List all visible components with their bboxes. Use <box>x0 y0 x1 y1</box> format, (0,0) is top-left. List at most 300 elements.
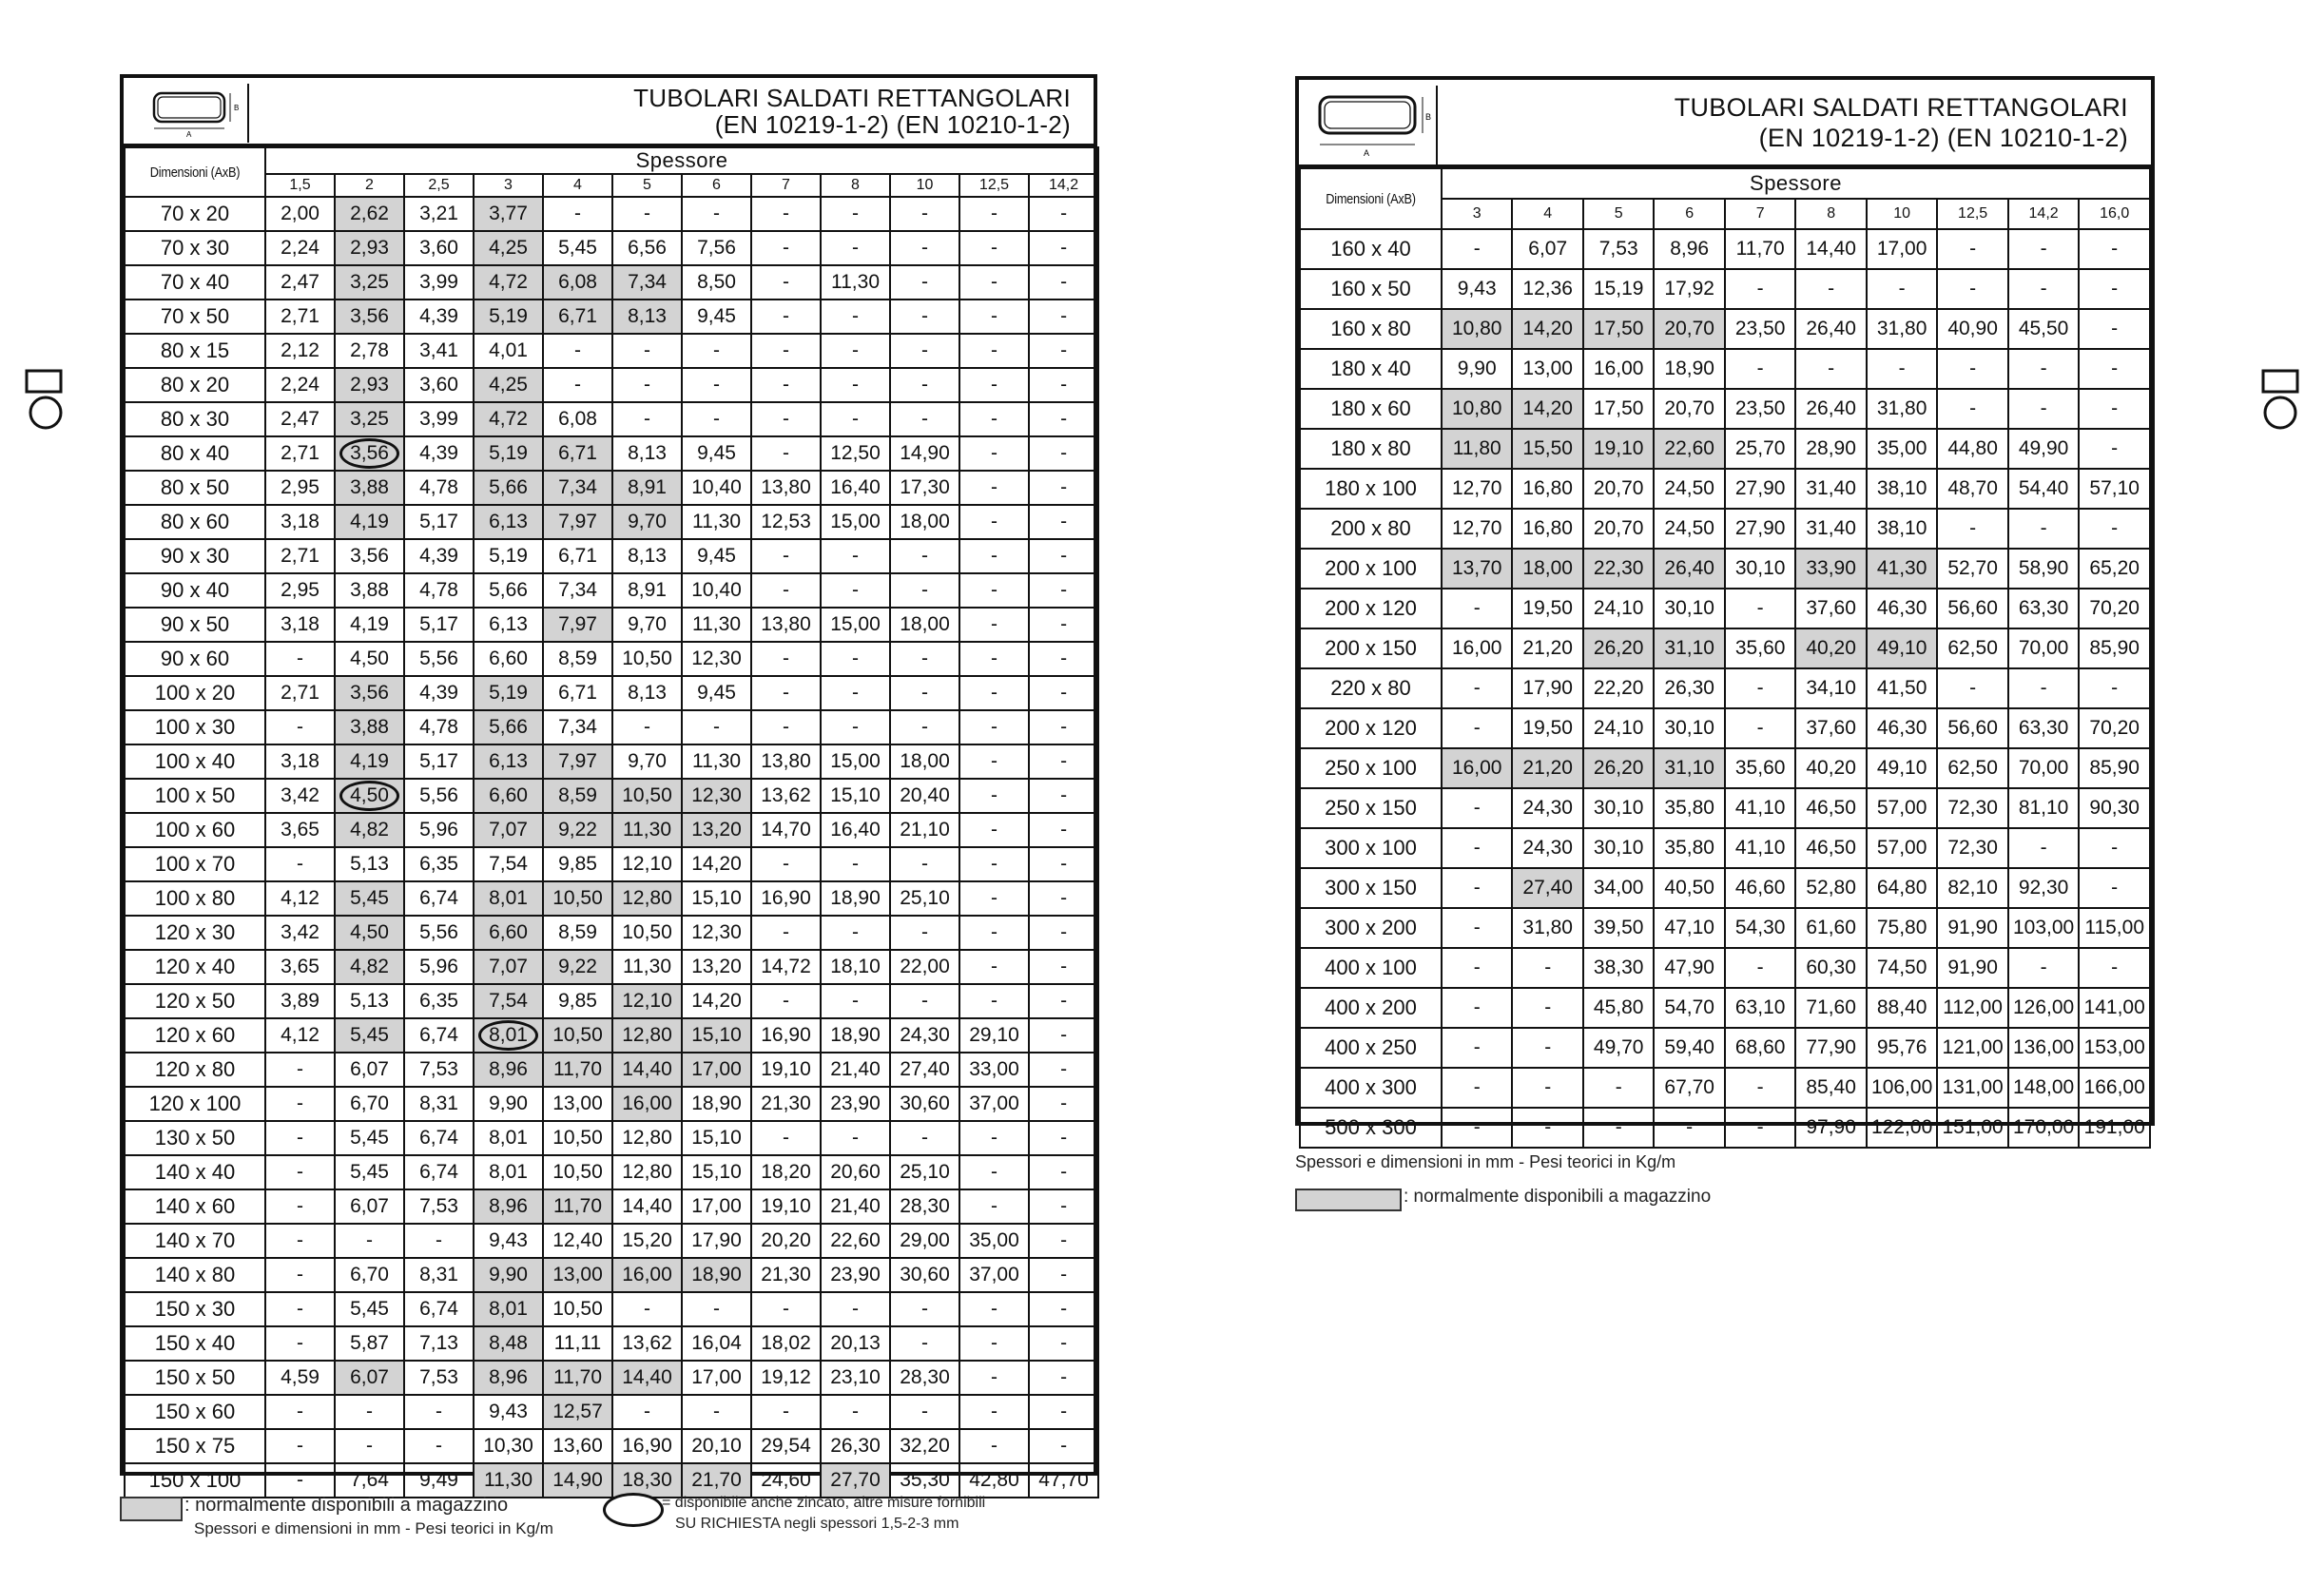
weight-cell: 17,50 <box>1583 389 1654 429</box>
table-row <box>125 608 1098 642</box>
weight-cell: 18,02 <box>751 1326 821 1361</box>
stock-weight-cell: 13,70 <box>1442 549 1512 589</box>
weight-cell: 2,12 <box>265 334 335 368</box>
weight-cell: - <box>1725 1068 1795 1108</box>
weight-cell: 19,12 <box>751 1361 821 1395</box>
weight-cell: 18,90 <box>682 1087 751 1121</box>
weight-cell: - <box>1029 710 1098 744</box>
stock-weight-cell: 2,93 <box>335 231 404 265</box>
weight-cell: - <box>821 1395 890 1429</box>
weight-cell: - <box>2079 269 2150 309</box>
weight-cell: 12,70 <box>1442 509 1512 549</box>
table-row <box>1300 788 2150 828</box>
weight-cell: 20,70 <box>1654 389 1724 429</box>
stock-weight-cell: 3,25 <box>335 265 404 300</box>
thickness-header: 14,2 <box>2008 199 2079 229</box>
weight-cell: 191,00 <box>2079 1108 2150 1148</box>
left-legend-units-text: Spessori e dimensioni in mm - Pesi teorici in Kg/m <box>194 1519 553 1537</box>
stock-weight-cell: 9,90 <box>474 1258 543 1292</box>
weight-cell: - <box>1442 1068 1512 1108</box>
weight-cell: 11,30 <box>682 505 751 539</box>
weight-cell: 18,20 <box>751 1155 821 1189</box>
stock-weight-cell: 3,25 <box>335 402 404 436</box>
weight-cell: 166,00 <box>2079 1068 2150 1108</box>
weight-cell: - <box>959 1292 1029 1326</box>
weight-cell: 46,30 <box>1867 708 1937 748</box>
weight-cell: 10,30 <box>474 1429 543 1463</box>
weight-cell: 17,00 <box>682 1189 751 1224</box>
weight-cell: 67,70 <box>1654 1068 1724 1108</box>
table-row <box>125 334 1098 368</box>
weight-cell: 2,47 <box>265 402 335 436</box>
weight-cell: - <box>890 1292 959 1326</box>
weight-cell: 9,85 <box>543 984 612 1018</box>
weight-cell: - <box>890 847 959 881</box>
weight-cell: - <box>751 368 821 402</box>
weight-cell: 7,53 <box>1583 229 1654 269</box>
dimension-cell: 80 x 20 <box>125 368 265 402</box>
weight-cell: - <box>1029 1053 1098 1087</box>
weight-cell: 151,00 <box>1937 1108 2007 1148</box>
weight-cell: 7,13 <box>404 1326 474 1361</box>
weight-cell: 16,00 <box>1583 349 1654 389</box>
stock-weight-cell: 3,88 <box>335 710 404 744</box>
weight-cell: 54,70 <box>1654 988 1724 1028</box>
table-row <box>125 471 1098 505</box>
table-row <box>125 300 1098 334</box>
weight-cell: - <box>1442 1108 1512 1148</box>
weight-cell: - <box>265 1326 335 1361</box>
weight-cell: 74,50 <box>1867 948 1937 988</box>
weight-cell: - <box>959 300 1029 334</box>
weight-cell: 24,30 <box>1512 828 1582 868</box>
weight-cell: 2,71 <box>265 676 335 710</box>
rectangular-tube-profile-icon <box>131 84 249 143</box>
table-row <box>125 642 1098 676</box>
weight-cell: 11,30 <box>682 744 751 779</box>
weight-cell: 81,10 <box>2008 788 2079 828</box>
weight-cell: 4,59 <box>265 1361 335 1395</box>
weight-cell: - <box>1029 539 1098 573</box>
stock-weight-cell: 6,13 <box>474 505 543 539</box>
weight-cell: 18,90 <box>1654 349 1724 389</box>
weight-cell: 23,90 <box>821 1087 890 1121</box>
weight-cell: - <box>959 1155 1029 1189</box>
weight-cell: 35,60 <box>1725 748 1795 788</box>
thickness-header: 2,5 <box>404 174 474 197</box>
dimension-cell: 100 x 40 <box>125 744 265 779</box>
table-row <box>125 950 1098 984</box>
weight-cell: - <box>751 1121 821 1155</box>
zinc-oval-mark: 8,01 <box>478 1020 538 1051</box>
weight-cell: 6,71 <box>543 676 612 710</box>
weight-cell: 64,80 <box>1867 868 1937 908</box>
table-row <box>125 847 1098 881</box>
weight-cell: 13,00 <box>543 1087 612 1121</box>
weight-cell: 4,39 <box>404 676 474 710</box>
weight-cell: 6,74 <box>404 1121 474 1155</box>
dimension-cell: 70 x 50 <box>125 300 265 334</box>
weight-cell: 11,30 <box>682 608 751 642</box>
weight-cell: 5,13 <box>335 984 404 1018</box>
weight-cell: 3,18 <box>265 505 335 539</box>
weight-cell: - <box>959 505 1029 539</box>
stock-weight-cell: 6,60 <box>474 916 543 950</box>
weight-cell: - <box>265 1053 335 1087</box>
weight-cell: - <box>1937 349 2007 389</box>
weight-cell: 16,90 <box>751 1018 821 1053</box>
dimension-cell: 180 x 40 <box>1300 349 1442 389</box>
weight-cell: 95,76 <box>1867 1028 1937 1068</box>
weight-cell: - <box>2079 429 2150 469</box>
weight-cell: - <box>959 368 1029 402</box>
stock-weight-cell: 7,07 <box>474 813 543 847</box>
weight-cell: 75,80 <box>1867 908 1937 948</box>
weight-cell: - <box>959 1395 1029 1429</box>
weight-cell: - <box>751 436 821 471</box>
svg-text:B: B <box>234 104 240 112</box>
weight-cell: 17,90 <box>682 1224 751 1258</box>
weight-cell: - <box>612 334 682 368</box>
dimension-cell: 140 x 70 <box>125 1224 265 1258</box>
table-row <box>125 436 1098 471</box>
weight-cell: - <box>1029 676 1098 710</box>
stock-weight-cell: 12,10 <box>612 984 682 1018</box>
thickness-header: 16,0 <box>2079 199 2150 229</box>
svg-text:A: A <box>1364 148 1370 158</box>
stock-weight-cell: 8,01 <box>474 1292 543 1326</box>
weight-cell: 18,00 <box>890 744 959 779</box>
weight-cell: 5,45 <box>335 1155 404 1189</box>
stock-weight-cell: 6,60 <box>474 779 543 813</box>
weight-cell: 141,00 <box>2079 988 2150 1028</box>
table-row <box>1300 828 2150 868</box>
weight-cell: 24,60 <box>751 1463 821 1498</box>
weight-cell: 21,30 <box>751 1087 821 1121</box>
weight-cell: 72,30 <box>1937 828 2007 868</box>
stock-weight-cell: 5,66 <box>474 471 543 505</box>
weight-cell: - <box>821 197 890 231</box>
thickness-header: 10 <box>890 174 959 197</box>
weight-cell: 42,80 <box>959 1463 1029 1498</box>
weight-cell: 4,12 <box>265 881 335 916</box>
stock-weight-cell: 5,66 <box>474 710 543 744</box>
table-row <box>1300 469 2150 509</box>
dimension-cell: 80 x 15 <box>125 334 265 368</box>
weight-cell: 20,40 <box>890 779 959 813</box>
weight-cell: 68,60 <box>1725 1028 1795 1068</box>
thickness-header: 2 <box>335 174 404 197</box>
weight-cell: 15,20 <box>612 1224 682 1258</box>
weight-cell: 9,70 <box>612 744 682 779</box>
weight-cell: 3,56 <box>335 539 404 573</box>
weight-cell: - <box>1442 668 1512 708</box>
weight-cell: - <box>1583 1108 1654 1148</box>
weight-cell: - <box>751 1292 821 1326</box>
weight-cell: - <box>265 1087 335 1121</box>
weight-cell: - <box>1725 708 1795 748</box>
dimension-cell: 200 x 120 <box>1300 708 1442 748</box>
weight-cell: 17,30 <box>890 471 959 505</box>
dimension-cell: 300 x 100 <box>1300 828 1442 868</box>
stock-weight-cell: 9,22 <box>543 813 612 847</box>
weight-cell: - <box>890 573 959 608</box>
weight-cell: - <box>1029 471 1098 505</box>
weight-cell: 77,90 <box>1795 1028 1866 1068</box>
left-table-sheet <box>120 74 1097 1492</box>
weight-cell: 47,90 <box>1654 948 1724 988</box>
weight-cell: 9,45 <box>682 436 751 471</box>
weight-cell: - <box>265 642 335 676</box>
weight-cell: - <box>1442 988 1512 1028</box>
table-row <box>125 1361 1098 1395</box>
weight-cell: - <box>959 950 1029 984</box>
weight-cell: 13,00 <box>1512 349 1582 389</box>
weight-cell: 7,34 <box>543 710 612 744</box>
weight-cell: 6,07 <box>335 1053 404 1087</box>
weight-cell: - <box>335 1429 404 1463</box>
weight-cell: 31,40 <box>1795 469 1866 509</box>
weight-cell: - <box>890 368 959 402</box>
weight-cell: - <box>1029 368 1098 402</box>
dimension-cell: 90 x 60 <box>125 642 265 676</box>
table-row <box>125 539 1098 573</box>
stock-weight-cell: 5,19 <box>474 300 543 334</box>
stock-weight-cell: 26,40 <box>1654 549 1724 589</box>
thickness-header: 5 <box>612 174 682 197</box>
weight-cell: - <box>751 539 821 573</box>
weight-cell: 3,89 <box>265 984 335 1018</box>
weight-cell: 8,59 <box>543 642 612 676</box>
stock-weight-cell: 18,30 <box>612 1463 682 1498</box>
weight-cell: 12,80 <box>612 1121 682 1155</box>
weight-cell: - <box>1029 334 1098 368</box>
weight-cell: 57,10 <box>2079 469 2150 509</box>
left-dim-header: Dimensioni (AxB) <box>135 147 255 197</box>
weight-cell: 5,19 <box>474 539 543 573</box>
weight-cell: 106,00 <box>1867 1068 1937 1108</box>
weight-cell: 3,88 <box>335 573 404 608</box>
svg-text:B: B <box>1425 112 1432 122</box>
dimension-cell: 150 x 30 <box>125 1292 265 1326</box>
dimension-cell: 120 x 80 <box>125 1053 265 1087</box>
dimension-cell: 140 x 80 <box>125 1258 265 1292</box>
weight-cell: 46,50 <box>1795 828 1866 868</box>
weight-cell: - <box>1512 948 1582 988</box>
stock-weight-cell: 16,00 <box>1442 748 1512 788</box>
right-title-line-2: (EN 10219-1-2) (EN 10210-1-2) <box>1758 124 2128 152</box>
weight-cell: 30,10 <box>1583 788 1654 828</box>
weight-cell: - <box>751 916 821 950</box>
weight-cell: 91,90 <box>1937 908 2007 948</box>
weight-cell: 24,10 <box>1583 708 1654 748</box>
stock-weight-cell: 4,82 <box>335 813 404 847</box>
thickness-header: 7 <box>751 174 821 197</box>
weight-cell: 148,00 <box>2008 1068 2079 1108</box>
weight-cell: 12,36 <box>1512 269 1582 309</box>
weight-cell: 16,80 <box>1512 509 1582 549</box>
weight-cell: - <box>1442 1028 1512 1068</box>
weight-cell: 170,00 <box>2008 1108 2079 1148</box>
weight-cell: - <box>404 1395 474 1429</box>
weight-cell: 35,80 <box>1654 788 1724 828</box>
stock-weight-cell: 49,10 <box>1867 628 1937 668</box>
weight-cell: - <box>1725 1108 1795 1148</box>
stock-weight-cell: 14,40 <box>612 1361 682 1395</box>
dimension-cell: 80 x 30 <box>125 402 265 436</box>
table-row <box>1300 908 2150 948</box>
stock-weight-cell: 11,70 <box>543 1053 612 1087</box>
stock-weight-cell: 6,07 <box>335 1361 404 1395</box>
stock-weight-cell: 11,80 <box>1442 429 1512 469</box>
weight-cell: - <box>959 402 1029 436</box>
stock-weight-cell: 12,80 <box>612 1018 682 1053</box>
weight-cell: 46,50 <box>1795 788 1866 828</box>
weight-cell: - <box>1029 744 1098 779</box>
weight-cell: 16,90 <box>751 881 821 916</box>
weight-cell: - <box>335 1224 404 1258</box>
weight-cell: - <box>612 368 682 402</box>
weight-cell: 59,40 <box>1654 1028 1724 1068</box>
dimension-cell: 250 x 150 <box>1300 788 1442 828</box>
weight-cell: 14,20 <box>682 984 751 1018</box>
dimension-cell: 120 x 60 <box>125 1018 265 1053</box>
weight-cell: - <box>2008 509 2079 549</box>
weight-cell: 44,80 <box>1937 429 2007 469</box>
weight-cell: 30,10 <box>1583 828 1654 868</box>
zinc-weight-cell <box>474 1018 543 1053</box>
weight-cell: - <box>543 334 612 368</box>
left-legend-gray-text: : normalmente disponibili a magazzino <box>184 1495 509 1516</box>
stock-weight-cell: 4,72 <box>474 265 543 300</box>
weight-cell: - <box>821 916 890 950</box>
weight-cell: 112,00 <box>1937 988 2007 1028</box>
weight-cell: 20,60 <box>821 1155 890 1189</box>
table-row <box>1300 349 2150 389</box>
weight-cell: 2,24 <box>265 368 335 402</box>
weight-cell: 82,10 <box>1937 868 2007 908</box>
weight-cell: - <box>821 984 890 1018</box>
weight-cell: - <box>1654 1108 1724 1148</box>
stock-weight-cell: 4,50 <box>335 916 404 950</box>
weight-cell: - <box>265 1189 335 1224</box>
stock-weight-cell: 20,70 <box>1654 309 1724 349</box>
weight-cell: 52,70 <box>1937 549 2007 589</box>
weight-cell: 35,00 <box>1867 429 1937 469</box>
weight-cell: 38,10 <box>1867 469 1937 509</box>
weight-cell: 33,00 <box>959 1053 1029 1087</box>
weight-cell: - <box>821 300 890 334</box>
weight-cell: - <box>959 231 1029 265</box>
stock-weight-cell: 4,19 <box>335 505 404 539</box>
weight-cell: 16,00 <box>1442 628 1512 668</box>
stock-weight-cell: 7,34 <box>543 471 612 505</box>
weight-cell: - <box>1512 1068 1582 1108</box>
stock-weight-cell: 8,48 <box>474 1326 543 1361</box>
weight-cell: 18,00 <box>890 608 959 642</box>
thickness-header: 14,2 <box>1029 174 1098 197</box>
weight-cell: 92,30 <box>2008 868 2079 908</box>
dimension-cell: 80 x 50 <box>125 471 265 505</box>
weight-cell: - <box>751 573 821 608</box>
weight-cell: 14,20 <box>682 847 751 881</box>
stock-weight-cell: 16,00 <box>612 1258 682 1292</box>
thickness-header: 4 <box>543 174 612 197</box>
dimension-cell: 160 x 50 <box>1300 269 1442 309</box>
stock-weight-cell: 2,62 <box>335 197 404 231</box>
weight-cell: 7,53 <box>404 1189 474 1224</box>
weight-cell: 41,10 <box>1725 828 1795 868</box>
weight-cell: 8,13 <box>612 676 682 710</box>
table-row <box>1300 988 2150 1028</box>
weight-cell: 23,10 <box>821 1361 890 1395</box>
stock-weight-cell: 2,93 <box>335 368 404 402</box>
weight-cell: 4,39 <box>404 539 474 573</box>
weight-cell: 14,70 <box>751 813 821 847</box>
weight-cell: 8,96 <box>1654 229 1724 269</box>
stock-weight-cell: 11,30 <box>474 1463 543 1498</box>
right-title-line-1: TUBOLARI SALDATI RETTANGOLARI <box>1674 93 2128 122</box>
weight-cell: 20,10 <box>682 1429 751 1463</box>
stock-weight-cell: 4,25 <box>474 231 543 265</box>
weight-cell: 2,95 <box>265 573 335 608</box>
weight-cell: 2,71 <box>265 436 335 471</box>
stock-weight-cell: 26,20 <box>1583 748 1654 788</box>
weight-cell: - <box>265 1155 335 1189</box>
weight-cell: 88,40 <box>1867 988 1937 1028</box>
dimension-cell: 400 x 200 <box>1300 988 1442 1028</box>
weight-cell: - <box>751 231 821 265</box>
table-row <box>125 1189 1098 1224</box>
weight-cell: 6,08 <box>543 402 612 436</box>
weight-cell: 15,00 <box>821 608 890 642</box>
weight-cell: - <box>821 1292 890 1326</box>
weight-cell: - <box>1795 269 1866 309</box>
table-row <box>125 1018 1098 1053</box>
stock-weight-cell: 11,70 <box>543 1189 612 1224</box>
weight-cell: 37,00 <box>959 1087 1029 1121</box>
stock-weight-cell: 11,30 <box>612 813 682 847</box>
weight-cell: - <box>1442 229 1512 269</box>
weight-cell: 5,96 <box>404 813 474 847</box>
weight-cell: - <box>1029 984 1098 1018</box>
rectangular-tube-profile-icon <box>1307 86 1438 165</box>
weight-cell: - <box>959 984 1029 1018</box>
weight-cell: - <box>890 539 959 573</box>
dimension-cell: 400 x 250 <box>1300 1028 1442 1068</box>
weight-cell: 5,56 <box>404 916 474 950</box>
weight-cell: 21,30 <box>751 1258 821 1292</box>
weight-cell: 40,90 <box>1937 309 2007 349</box>
weight-cell: - <box>1029 1326 1098 1361</box>
weight-cell: 70,00 <box>2008 748 2079 788</box>
weight-cell: - <box>682 710 751 744</box>
weight-cell: - <box>1442 589 1512 628</box>
weight-cell: 10,50 <box>543 1121 612 1155</box>
stock-weight-cell: 7,97 <box>543 744 612 779</box>
stock-weight-cell: 14,90 <box>543 1463 612 1498</box>
weight-cell: 4,39 <box>404 300 474 334</box>
weight-cell: 20,70 <box>1583 509 1654 549</box>
stock-weight-cell: 3,56 <box>335 300 404 334</box>
stock-weight-cell: 17,00 <box>682 1053 751 1087</box>
dimension-cell: 250 x 100 <box>1300 748 1442 788</box>
zinc-oval-swatch <box>603 1493 664 1527</box>
weight-cell: - <box>265 847 335 881</box>
thickness-header: 3 <box>1442 199 1512 229</box>
weight-cell: 2,24 <box>265 231 335 265</box>
table-row <box>1300 1068 2150 1108</box>
